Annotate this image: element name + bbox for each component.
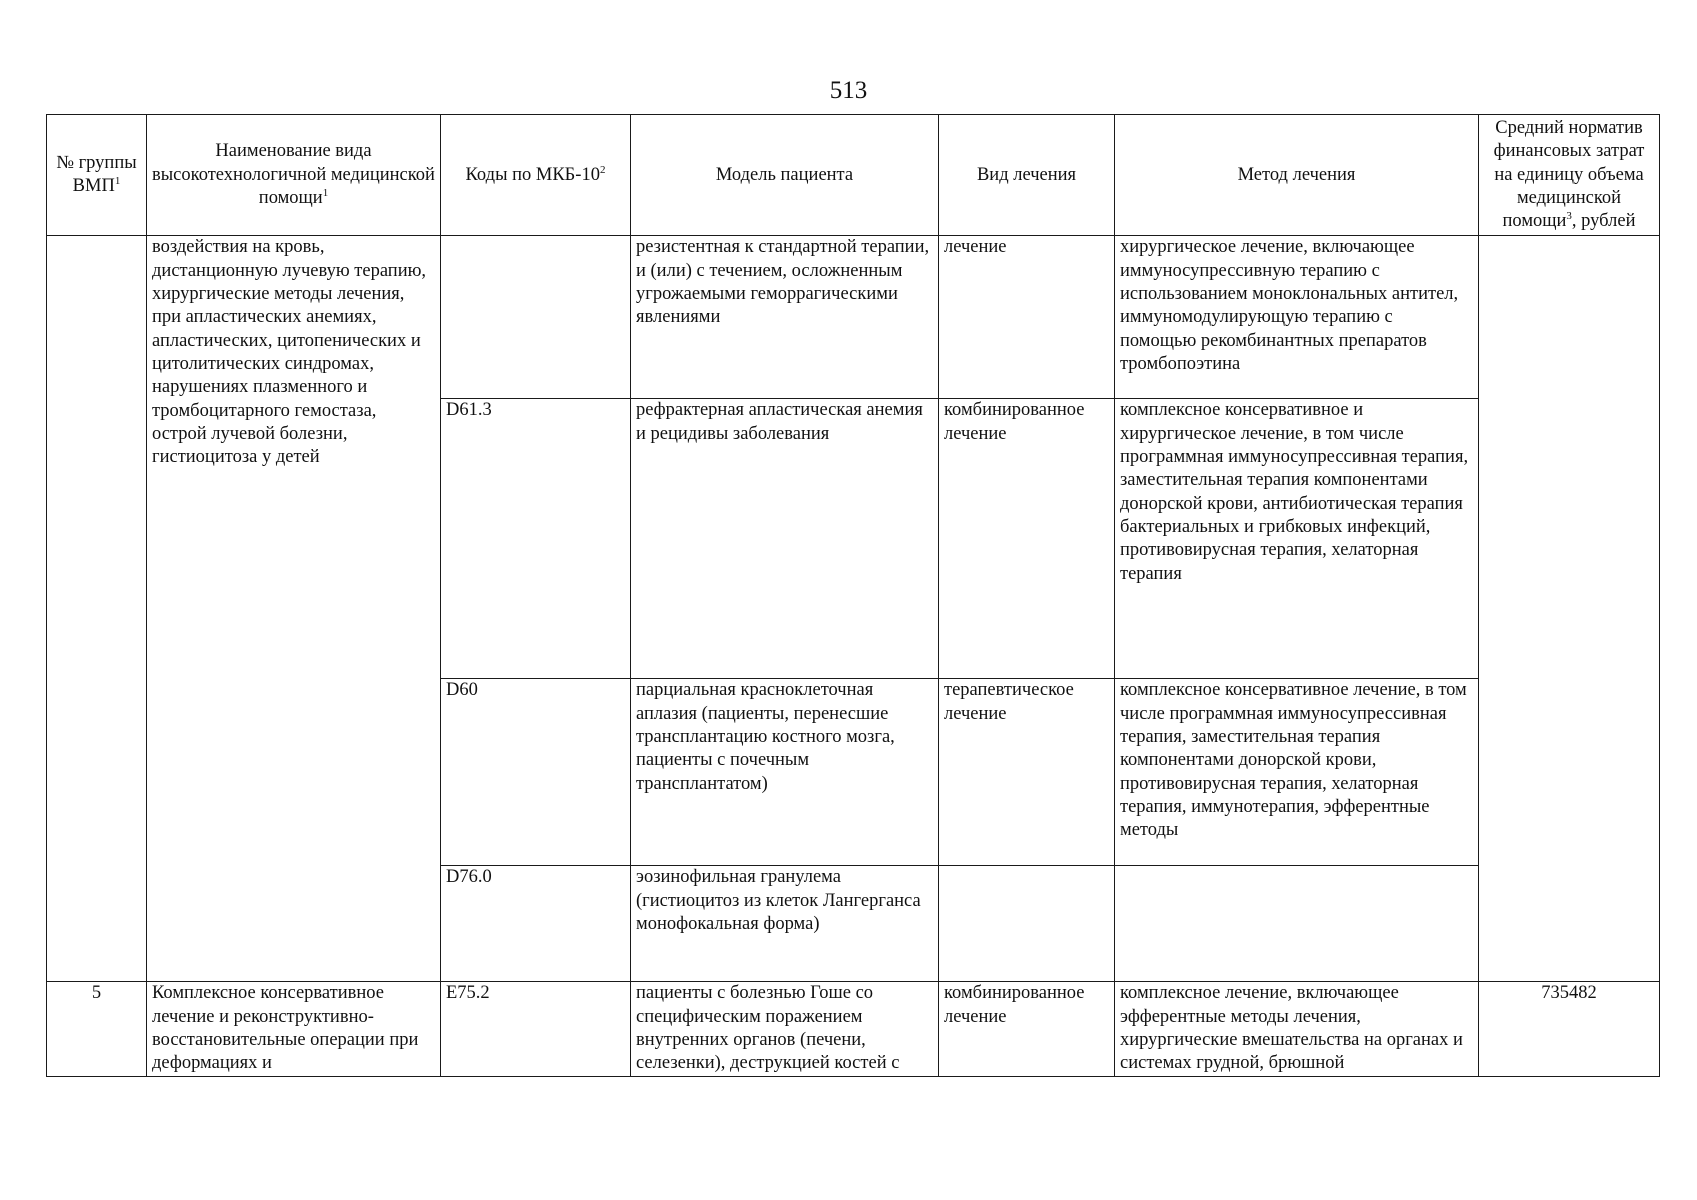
treatment-type-cell	[939, 866, 1115, 982]
icd-code-cell	[441, 236, 631, 399]
treatment-type-cell: комбинированное лечение	[939, 982, 1115, 1076]
cost-cell	[1479, 236, 1660, 982]
patient-model-cell: эозинофильная гранулема (гистиоцитоз из клеток Лангерганса монофокальная форма)	[631, 866, 939, 982]
header-name: Наименование вида высокотехнологичной медицинской помощи$^1$	[147, 115, 441, 236]
treatment-method-cell	[1115, 866, 1479, 982]
patient-model-cell: парциальная красноклеточная аплазия (пациенты, перенесшие трансплантацию костного мозга, пациенты с почечным трансплантатом)	[631, 679, 939, 866]
group-no-cell: 5	[47, 982, 147, 1076]
header-group-no: № группы ВМП$^1$	[47, 115, 147, 236]
treatment-type-cell: терапевтическое лечение	[939, 679, 1115, 866]
treatment-type-cell: лечение	[939, 236, 1115, 399]
header-model: Модель пациента	[631, 115, 939, 236]
patient-model-cell: резистентная к стандартной терапии, и (или) с течением, осложненным угрожаемыми геморрагическими явлениями	[631, 236, 939, 399]
page-number: 513	[829, 77, 868, 104]
treatment-type-cell: комбинированное лечение	[939, 399, 1115, 679]
treatment-method-cell: хирургическое лечение, включающее иммуносупрессивную терапию с использованием моноклональных антител, иммуномодулирующую терапию с помощью рекомбинантных препаратов тромбопоэтина	[1115, 236, 1479, 399]
cost-cell: 735482	[1479, 982, 1660, 1076]
icd-code-cell: D76.0	[441, 866, 631, 982]
treatment-method-cell: комплексное консервативное и хирургическое лечение, в том числе программная иммуносупрессивная терапия, заместительная терапия компонентами донорской крови, антибиотическая терапия бактериальных и грибковых инфекций, противовирусная терапия, хелаторная терапия	[1115, 399, 1479, 679]
vmp-name-cell: Комплексное консервативное лечение и реконструктивно-восстановительные операции при деформациях и	[147, 982, 441, 1076]
table-row	[47, 982, 1660, 1076]
table-row	[47, 236, 1660, 399]
treatment-method-cell: комплексное консервативное лечение, в том числе программная иммуносупрессивная терапия, заместительная терапия компонентами донорской крови, противовирусная терапия, хелаторная терапия, иммунотерапия, эфферентные методы	[1115, 679, 1479, 866]
icd-code-cell: D60	[441, 679, 631, 866]
icd-code-cell: E75.2	[441, 982, 631, 1076]
header-codes: Коды по МКБ-$10^2$	[441, 115, 631, 236]
header-cost: Средний норматив финансовых затрат на единицу объема медицинской помощи$^3$, рублей	[1479, 115, 1660, 236]
table-header-row	[47, 115, 1660, 236]
treatment-method-cell: комплексное лечение, включающее эфферентные методы лечения, хирургические вмешательства на органах и системах грудной, брюшной	[1115, 982, 1479, 1076]
icd-code-cell: D61.3	[441, 399, 631, 679]
vmp-table	[46, 114, 1660, 1077]
patient-model-cell: пациенты с болезнью Гоше со специфическим поражением внутренних органов (печени, селезенки), деструкцией костей с	[631, 982, 939, 1076]
group-no-cell	[47, 236, 147, 982]
header-type: Вид лечения	[939, 115, 1115, 236]
header-method: Метод лечения	[1115, 115, 1479, 236]
vmp-name-cell: воздействия на кровь, дистанционную лучевую терапию, хирургические методы лечения, при апластических анемиях, апластических, цитопенических и цитолитических синдромах, нарушениях плазменного и тромбоцитарного гемостаза, острой лучевой болезни, гистиоцитоза у детей	[147, 236, 441, 982]
patient-model-cell: рефрактерная апластическая анемия и рецидивы заболевания	[631, 399, 939, 679]
